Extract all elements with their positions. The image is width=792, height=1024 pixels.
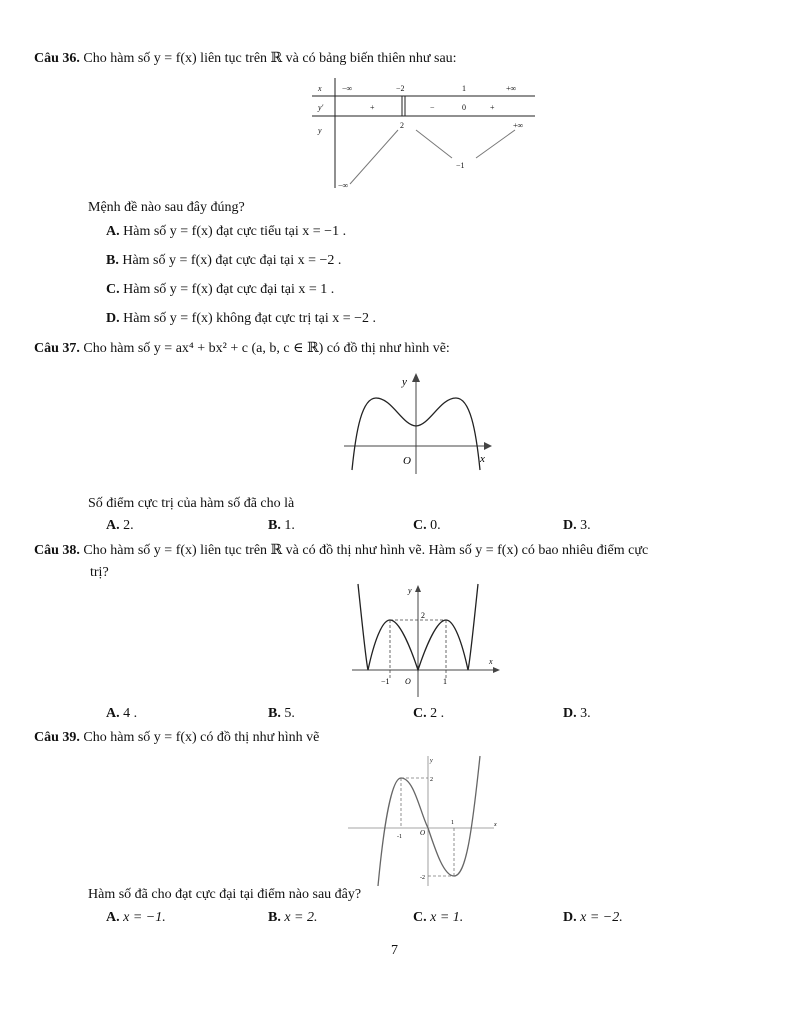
q36-variation-table bbox=[310, 78, 540, 193]
q39-option-a-key: A. bbox=[106, 910, 120, 925]
q38-tick-1: 1 bbox=[443, 677, 447, 686]
q39-origin: O bbox=[420, 829, 426, 837]
q36-x0: −∞ bbox=[342, 84, 353, 93]
q36-y2: −1 bbox=[456, 161, 465, 170]
q38-option-c-key: C. bbox=[413, 706, 427, 721]
q37-option-c-text: 0. bbox=[430, 518, 441, 533]
q39-option-a-text: x = −1. bbox=[123, 910, 166, 925]
q36-option-d[interactable] bbox=[106, 311, 376, 327]
q39-label: Câu 39. bbox=[34, 730, 80, 745]
q38-option-b-text: 5. bbox=[284, 706, 295, 721]
q36-option-c[interactable] bbox=[106, 282, 334, 298]
q37-label: Câu 37. bbox=[34, 341, 80, 356]
q38-option-d-key: D. bbox=[563, 706, 577, 721]
q36-option-c-key: C. bbox=[106, 282, 120, 297]
q38-graph bbox=[348, 582, 504, 700]
q36-option-a-key: A. bbox=[106, 224, 120, 239]
q39-tick-1: 1 bbox=[451, 820, 454, 826]
q37-text: Cho hàm số y = ax⁴ + bx² + c (a, b, c ∈ ℝ) có đồ thị như hình vẽ: bbox=[83, 341, 450, 356]
q38-option-b[interactable] bbox=[268, 706, 295, 722]
q36-option-c-text: Hàm số y = f(x) đạt cực đại tại x = 1 . bbox=[123, 282, 335, 297]
q36-row-yp: y′ bbox=[318, 103, 324, 112]
q36-sign1: − bbox=[430, 103, 435, 112]
q36-option-b[interactable] bbox=[106, 253, 341, 269]
q38-tick-2: 2 bbox=[421, 611, 425, 620]
q38-label: Câu 38. bbox=[34, 543, 80, 558]
q38-tick-neg1: −1 bbox=[381, 677, 390, 686]
q36-sign3: + bbox=[490, 103, 495, 112]
q38-option-d-text: 3. bbox=[580, 706, 591, 721]
q39-tick-neg1: -1 bbox=[397, 834, 402, 840]
q39-option-b-text: x = 2. bbox=[284, 910, 318, 925]
q36-text: Cho hàm số y = f(x) liên tục trên ℝ và có bảng biến thiên như sau: bbox=[83, 51, 457, 66]
q37-prompt: Số điểm cực trị của hàm số đã cho là bbox=[88, 496, 295, 511]
q38-option-c-text: 2 . bbox=[430, 706, 445, 721]
q37-option-a-text: 2. bbox=[123, 518, 134, 533]
q36-option-a[interactable] bbox=[106, 224, 346, 240]
q37-option-c[interactable] bbox=[413, 518, 441, 534]
q39-option-b[interactable] bbox=[268, 910, 318, 926]
q38-x-label: x bbox=[489, 657, 493, 666]
q36-x1: −2 bbox=[396, 84, 405, 93]
q39-tick-2: 2 bbox=[430, 777, 433, 783]
q36-option-d-text: Hàm số y = f(x) không đạt cực trị tại x = −2 . bbox=[123, 311, 377, 326]
q37-option-d[interactable] bbox=[563, 518, 591, 534]
q39-option-c-text: x = 1. bbox=[430, 910, 464, 925]
q37-y-label: y bbox=[402, 376, 407, 388]
q38-text: Cho hàm số y = f(x) liên tục trên ℝ và có đồ thị như hình vẽ. Hàm số y = f(x) có bao nhiêu điểm cực bbox=[83, 543, 649, 558]
q39-x-label: x bbox=[494, 822, 497, 828]
q39-y-label: y bbox=[430, 758, 433, 764]
q36-sign0: + bbox=[370, 103, 375, 112]
q37-x-label: x bbox=[480, 453, 485, 465]
q39-option-d-key: D. bbox=[563, 910, 577, 925]
q38-origin: O bbox=[405, 677, 411, 686]
q39-option-d[interactable] bbox=[563, 910, 623, 926]
q37-origin: O bbox=[403, 455, 411, 467]
q39-option-b-key: B. bbox=[268, 910, 281, 925]
q36-label: Câu 36. bbox=[34, 51, 80, 66]
q36-option-b-key: B. bbox=[106, 253, 119, 268]
q39-option-d-text: x = −2. bbox=[580, 910, 623, 925]
q37-option-a[interactable] bbox=[106, 518, 134, 534]
q38-option-a[interactable] bbox=[106, 706, 137, 722]
q36-stem bbox=[34, 50, 457, 67]
q36-x2: 1 bbox=[462, 84, 466, 93]
q39-tick-neg2: -2 bbox=[420, 875, 425, 881]
q38-y-label: y bbox=[408, 586, 412, 595]
q37-stem bbox=[34, 340, 450, 357]
q38-option-a-key: A. bbox=[106, 706, 120, 721]
q38-option-d[interactable] bbox=[563, 706, 591, 722]
q38-stem bbox=[34, 542, 648, 559]
q39-text: Cho hàm số y = f(x) có đồ thị như hình vẽ bbox=[83, 730, 320, 745]
q39-graph bbox=[344, 752, 504, 888]
q38-option-b-key: B. bbox=[268, 706, 281, 721]
q37-graph bbox=[340, 370, 500, 480]
q36-option-d-key: D. bbox=[106, 311, 120, 326]
q37-option-b[interactable] bbox=[268, 518, 295, 534]
q36-y0: −∞ bbox=[338, 181, 349, 190]
q36-option-a-text: Hàm số y = f(x) đạt cực tiểu tại x = −1 . bbox=[123, 224, 347, 239]
q36-row-x: x bbox=[318, 84, 322, 93]
q37-option-d-key: D. bbox=[563, 518, 577, 533]
q37-option-d-text: 3. bbox=[580, 518, 591, 533]
q36-sign2: 0 bbox=[462, 103, 466, 112]
q39-curve bbox=[378, 756, 480, 886]
q37-option-a-key: A. bbox=[106, 518, 120, 533]
q39-prompt: Hàm số đã cho đạt cực đại tại điểm nào sau đây? bbox=[88, 887, 362, 902]
q36-option-b-text: Hàm số y = f(x) đạt cực đại tại x = −2 . bbox=[122, 253, 342, 268]
q39-option-a[interactable] bbox=[106, 910, 166, 926]
q39-stem bbox=[34, 730, 319, 746]
q36-prompt: Mệnh đề nào sau đây đúng? bbox=[88, 200, 245, 215]
q36-row-y: y bbox=[318, 126, 322, 135]
q38-option-c[interactable] bbox=[413, 706, 444, 722]
q37-option-c-key: C. bbox=[413, 518, 427, 533]
q39-option-c-key: C. bbox=[413, 910, 427, 925]
q36-y1: 2 bbox=[400, 121, 404, 130]
q38-option-a-text: 4 . bbox=[123, 706, 138, 721]
q38-stem-continued: trị? bbox=[90, 565, 109, 580]
page-number: 7 bbox=[391, 943, 398, 958]
q37-option-b-text: 1. bbox=[284, 518, 295, 533]
q36-x3: +∞ bbox=[506, 84, 517, 93]
q39-option-c[interactable] bbox=[413, 910, 463, 926]
q36-y3: +∞ bbox=[513, 121, 524, 130]
q37-option-b-key: B. bbox=[268, 518, 281, 533]
